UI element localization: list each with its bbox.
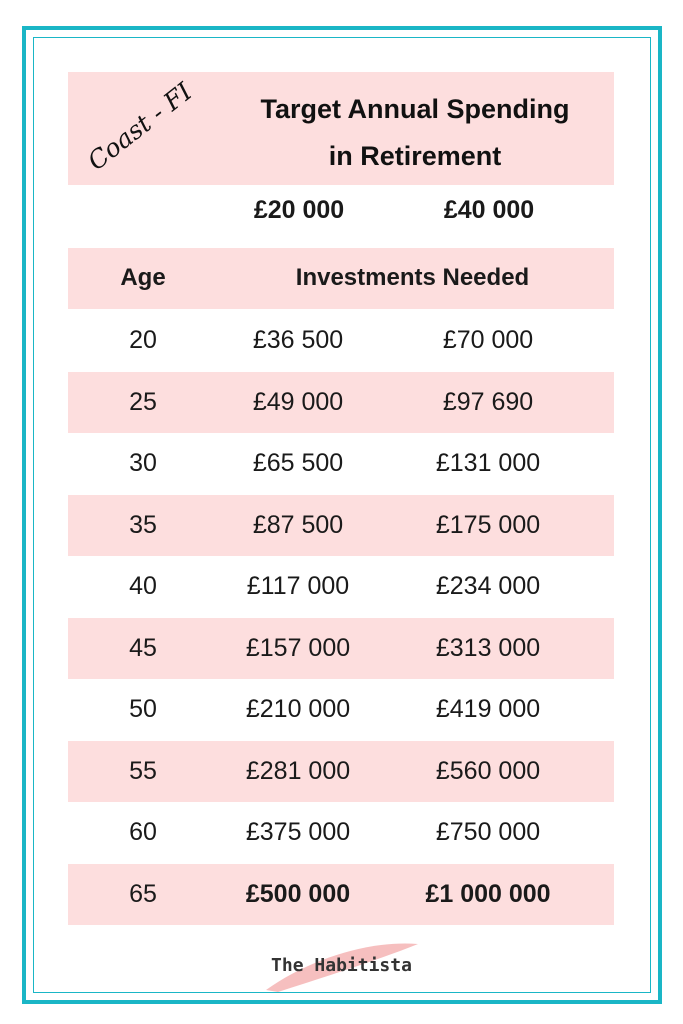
investment-40k-cell: £175 000 xyxy=(435,510,541,539)
title-line-2: in Retirement xyxy=(328,141,502,171)
investment-40k-cell: £560 000 xyxy=(435,756,541,785)
age-cell: 65 xyxy=(129,879,157,908)
table-row xyxy=(68,802,614,863)
spending-level-20k: £20 000 xyxy=(253,196,345,224)
investment-40k-cell: £750 000 xyxy=(435,818,541,846)
age-cell: 55 xyxy=(129,756,157,785)
investment-20k-cell: £49 000 xyxy=(252,387,344,416)
age-cell: 40 xyxy=(129,572,157,600)
investment-40k-cell: £313 000 xyxy=(435,633,541,662)
investment-40k-cell: £1 000 000 xyxy=(425,879,551,908)
investment-40k-cell: £234 000 xyxy=(435,572,541,600)
brand-logo: The Habitista xyxy=(271,955,412,976)
investment-20k-cell: £375 000 xyxy=(245,818,351,846)
age-cell: 25 xyxy=(129,387,157,416)
page-title xyxy=(215,86,615,180)
age-cell: 60 xyxy=(129,818,157,846)
title-line-1: Target Annual Spending xyxy=(260,94,570,124)
investment-40k-cell: £70 000 xyxy=(442,326,534,354)
table-row xyxy=(68,679,614,740)
age-cell: 35 xyxy=(129,510,157,539)
table-row xyxy=(68,433,614,494)
age-column-header: Age xyxy=(120,264,166,291)
investment-40k-cell: £419 000 xyxy=(435,695,541,723)
investment-20k-cell: £117 000 xyxy=(246,572,350,600)
investment-20k-cell: £210 000 xyxy=(245,695,351,723)
age-cell: 45 xyxy=(129,633,157,662)
investment-20k-cell: £65 500 xyxy=(252,449,344,477)
table-row xyxy=(68,556,614,617)
table-row xyxy=(68,864,614,925)
investment-20k-cell: £36 500 xyxy=(252,326,344,354)
table-row xyxy=(68,310,614,371)
investment-20k-cell: £157 000 xyxy=(245,633,351,662)
investment-40k-cell: £131 000 xyxy=(435,449,541,477)
spending-level-40k: £40 000 xyxy=(443,196,535,224)
table-row xyxy=(68,495,614,556)
table-row xyxy=(68,741,614,802)
age-cell: 50 xyxy=(129,695,157,723)
age-cell: 20 xyxy=(129,326,157,354)
investment-40k-cell: £97 690 xyxy=(442,387,534,416)
investment-20k-cell: £281 000 xyxy=(245,756,351,785)
coast-fi-tag: Coast - FI xyxy=(82,77,198,176)
investments-column-header: Investments Needed xyxy=(295,264,530,291)
investment-20k-cell: £500 000 xyxy=(245,879,351,908)
table-row xyxy=(68,618,614,679)
table-row xyxy=(68,372,614,433)
investment-20k-cell: £87 500 xyxy=(252,510,344,539)
age-cell: 30 xyxy=(129,449,157,477)
